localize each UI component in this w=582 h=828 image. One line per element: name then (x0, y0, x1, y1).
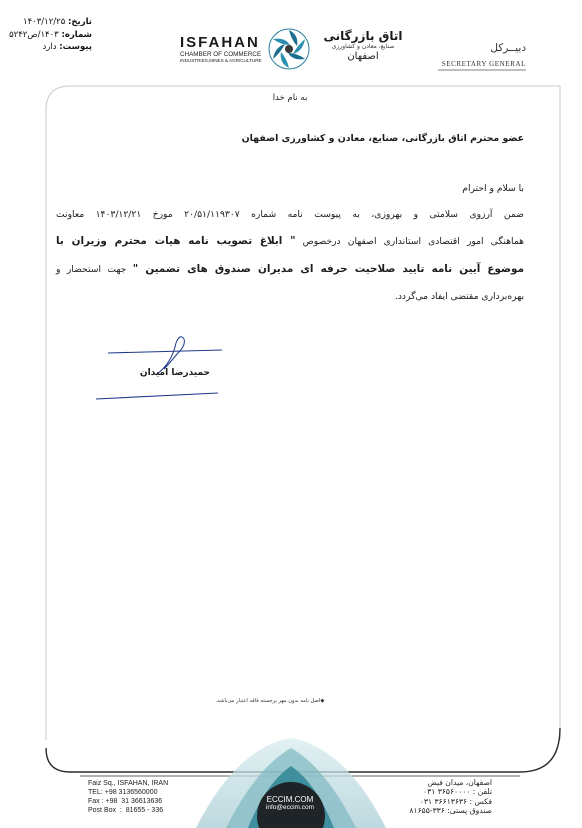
chamber-logo-fa: اتاق بازرگانی صنایع، معادن و کشاورزی اصفهان (323, 29, 403, 62)
footer-website[interactable]: ECCIM.COM info@eccim.com (265, 795, 315, 811)
body-line-2: هماهنگی امور اقتصادی استانداری اصفهان درخصوص " ابلاغ تصویب نامه هیات محترم وزیران با (56, 235, 524, 247)
attachment-row: پیوست: دارد (42, 42, 92, 52)
chamber-logo-en: ISFAHAN CHAMBER OF COMMERCE INDUSTRIES,MINES & AGRICULTURE (180, 34, 262, 63)
addressee: عضو محترم اتاق بازرگانی، صنایع، معادن و کشاورزی اصفهان (241, 133, 524, 144)
date-row: تاریخ: ۱۴۰۳/۱۲/۲۵ (23, 17, 92, 27)
number-row: شماره: ۱۴۰۳/ص۵۲۴۲ (9, 29, 92, 40)
letter-meta (9, 16, 92, 54)
footer-address-en: Faiz Sq., ISFAHAN, IRAN TEL: +98 3136560000 Fax : +98 31 36613636 Post Box : 81655 - 336 (88, 780, 169, 814)
secretary-general-fa: دبیــرکل (490, 42, 526, 54)
footer-address-fa: اصفهان، میدان فیض تلفن : ۳۶۵۶۰۰۰۰ ۰۳۱ فکس : ۳۶۶۱۳۶۳۶ ۰۳۱ صندوق پستی: ۳۳۶-۸۱۶۵۵ (409, 778, 492, 816)
chamber-emblem-icon (264, 26, 314, 72)
greeting: با سلام و احترام (462, 183, 524, 194)
body-line-4: بهره‌برداری مقتضی ایفاد می‌گردد. (394, 291, 524, 302)
body-line-3: موضوع آیین نامه تایید صلاحیت حرفه ای مدیران صندوق های تضمین " جهت استحضار و (56, 263, 524, 275)
secretary-general-en: SECRETARY GENERAL (441, 60, 526, 68)
bismillah: به نام خدا (272, 93, 308, 103)
signer-name: حمیدرضا امیدان (139, 368, 210, 378)
footer-rosette-icon (196, 728, 386, 828)
stamp-note: ◆اصل نامه بدون مهر برجسته فاقد اعتبار می‌باشد. (215, 698, 325, 704)
body-line-1: ضمن آرزوی سلامتی و بهروزی، به پیوست نامه شماره ۲۰/۵۱/۱۱۹۳۰۷ مورخ ۱۴۰۳/۱۲/۲۱ معاونت (56, 209, 524, 220)
